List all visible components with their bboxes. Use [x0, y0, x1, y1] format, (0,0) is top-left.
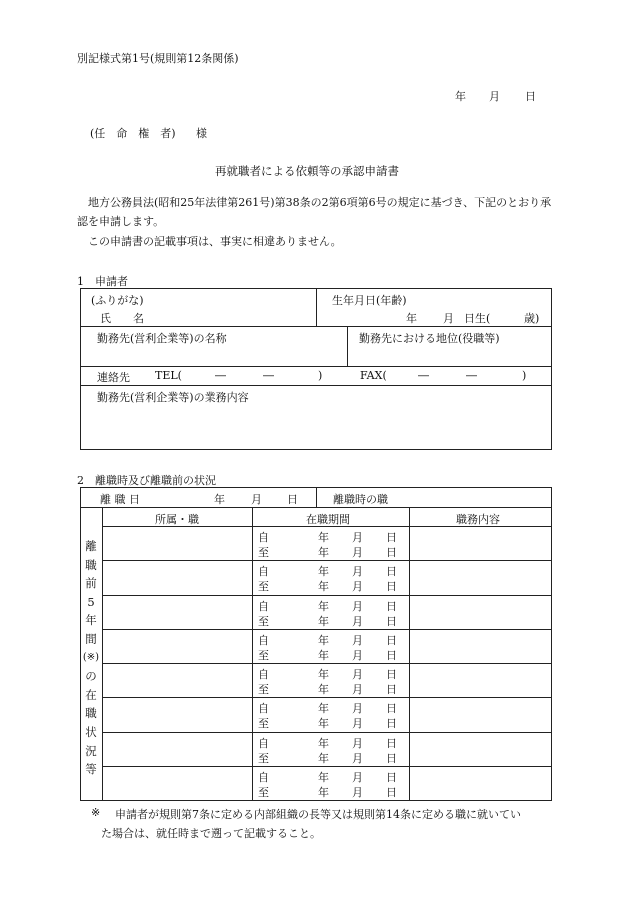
period-month: 月	[352, 648, 363, 662]
period-to-label: 至	[258, 717, 269, 731]
business-label: 勤務先(営利企業等)の業務内容	[97, 391, 249, 404]
section2-heading: 2 離職時及び離職前の状況	[77, 474, 216, 487]
period-to-label: 至	[258, 614, 269, 628]
period-year: 年	[318, 580, 329, 594]
col-divider	[252, 507, 253, 801]
period-month: 月	[352, 702, 363, 716]
period-month: 月	[352, 565, 363, 579]
period-year: 年	[318, 546, 329, 559]
page-title: 再就職者による依頼等の承認申請書	[215, 164, 399, 178]
period-year: 年	[318, 531, 329, 544]
row-divider	[102, 732, 552, 733]
period-day: 日	[386, 565, 397, 579]
period-month: 月	[352, 736, 363, 750]
period-day: 日	[386, 785, 397, 799]
period-day: 日	[386, 546, 397, 559]
date-year: 年	[455, 90, 466, 103]
note-line-2: た場合は、就任時まで遡って記載すること。	[101, 827, 321, 840]
date-day: 日	[525, 90, 536, 103]
period-from-label: 自	[258, 531, 269, 544]
period-day: 日	[386, 683, 397, 696]
vertical-char: 5	[87, 594, 95, 609]
col-divider	[409, 507, 410, 801]
period-from-label: 自	[258, 633, 269, 647]
tel-dash: ―	[215, 369, 226, 382]
period-to-label: 至	[258, 648, 269, 662]
birth-year: 年	[406, 312, 417, 325]
period-year: 年	[318, 751, 329, 765]
period-month: 月	[352, 546, 363, 559]
period-day: 日	[386, 736, 397, 750]
period-month: 月	[352, 614, 363, 628]
period-month: 月	[352, 785, 363, 799]
period-day: 日	[386, 668, 397, 681]
vertical-label	[80, 537, 102, 779]
period-year: 年	[318, 565, 329, 579]
vertical-char: 等	[85, 762, 97, 777]
retire-year: 年	[214, 493, 225, 506]
addressee-name: (任 命 権 者)	[90, 127, 176, 140]
period-month: 月	[352, 633, 363, 647]
period-year: 年	[318, 599, 329, 613]
period-month: 月	[352, 683, 363, 696]
row-divider	[102, 766, 552, 767]
row-divider	[80, 385, 552, 386]
row-divider	[102, 560, 552, 561]
period-from-label: 自	[258, 565, 269, 579]
row-divider	[102, 595, 552, 596]
retire-date-label: 離 職 日	[100, 493, 140, 506]
tel-dash: ―	[263, 369, 274, 382]
period-day: 日	[386, 580, 397, 594]
birth-day: 日生(	[464, 312, 491, 325]
career-table	[80, 487, 552, 801]
col-affiliation: 所属・職	[155, 513, 199, 526]
period-day: 日	[386, 702, 397, 716]
tel-close: )	[318, 369, 323, 382]
col-period: 在職期間	[306, 513, 350, 526]
vertical-char: (※)	[82, 651, 100, 663]
vertical-char: 前	[85, 576, 97, 591]
period-from-label: 自	[258, 702, 269, 716]
tel-label: TEL(	[155, 369, 182, 382]
period-to-label: 至	[258, 683, 269, 696]
body-paragraph-2: この申請書の記載事項は、事実に相違ありません。	[88, 235, 342, 248]
age-unit: 歳)	[524, 312, 540, 325]
vertical-char: 況	[85, 743, 97, 758]
fax-close: )	[522, 369, 527, 382]
retire-day: 日	[287, 493, 298, 506]
row-divider	[102, 697, 552, 698]
period-month: 月	[352, 717, 363, 731]
employer-name-label: 勤務先(営利企業等)の名称	[97, 332, 227, 345]
period-year: 年	[318, 717, 329, 731]
col-divider	[102, 507, 103, 801]
period-day: 日	[386, 614, 397, 628]
furigana-label: (ふりがな)	[91, 294, 144, 307]
period-day: 日	[386, 648, 397, 662]
vertical-char: 状	[85, 724, 97, 739]
retire-post-label: 離職時の職	[333, 493, 388, 506]
row-divider	[80, 326, 552, 327]
col-divider	[347, 326, 348, 366]
vertical-char: 職	[85, 706, 97, 721]
name-label: 氏 名	[100, 312, 144, 325]
date-month: 月	[489, 90, 500, 103]
retire-month: 月	[251, 493, 262, 506]
fax-dash: ―	[418, 369, 429, 382]
row-divider	[80, 366, 552, 367]
period-year: 年	[318, 633, 329, 647]
vertical-char: 職	[85, 557, 97, 572]
period-to-label: 至	[258, 580, 269, 594]
period-month: 月	[352, 580, 363, 594]
note-mark: ※	[91, 806, 101, 819]
contact-label: 連絡先	[97, 371, 130, 384]
period-year: 年	[318, 702, 329, 716]
row-divider	[80, 507, 552, 508]
period-from-label: 自	[258, 736, 269, 750]
period-year: 年	[318, 770, 329, 784]
period-month: 月	[352, 751, 363, 765]
period-day: 日	[386, 770, 397, 784]
section1-heading: 1 申請者	[77, 275, 128, 288]
note-line-1: 申請者が規則第7条に定める内部組織の長等又は規則第14条に定める職に就いてい	[115, 808, 521, 821]
period-from-label: 自	[258, 668, 269, 681]
period-to-label: 至	[258, 785, 269, 799]
period-year: 年	[318, 785, 329, 799]
period-year: 年	[318, 668, 329, 681]
vertical-char: 在	[85, 687, 97, 702]
birth-month: 月	[443, 312, 454, 325]
period-year: 年	[318, 736, 329, 750]
period-month: 月	[352, 770, 363, 784]
period-year: 年	[318, 648, 329, 662]
period-from-label: 自	[258, 599, 269, 613]
col-divider	[316, 288, 317, 326]
period-day: 日	[386, 751, 397, 765]
vertical-char: の	[85, 669, 97, 684]
period-day: 日	[386, 717, 397, 731]
period-to-label: 至	[258, 546, 269, 559]
body-paragraph-1: 地方公務員法(昭和25年法律第261号)第38条の2第6項第6号の規定に基づき、下記のとおり承認を申請します。	[77, 196, 552, 228]
period-month: 月	[352, 599, 363, 613]
form-label: 別記様式第1号(規則第12条関係)	[77, 52, 239, 65]
period-year: 年	[318, 683, 329, 696]
period-day: 日	[386, 633, 397, 647]
period-day: 日	[386, 531, 397, 544]
period-month: 月	[352, 531, 363, 544]
addressee-honorific: 様	[196, 127, 207, 140]
row-divider	[102, 663, 552, 664]
row-divider	[102, 629, 552, 630]
col-duties: 職務内容	[456, 513, 500, 526]
period-day: 日	[386, 599, 397, 613]
position-label: 勤務先における地位(役職等)	[359, 332, 500, 345]
vertical-char: 間	[85, 631, 97, 646]
fax-label: FAX(	[360, 369, 387, 382]
vertical-char: 年	[85, 613, 97, 628]
birth-label: 生年月日(年齢)	[332, 294, 407, 307]
fax-dash: ―	[466, 369, 477, 382]
period-year: 年	[318, 614, 329, 628]
period-month: 月	[352, 668, 363, 681]
col-divider	[316, 487, 317, 507]
period-to-label: 至	[258, 751, 269, 765]
vertical-char: 離	[85, 539, 97, 553]
period-from-label: 自	[258, 770, 269, 784]
